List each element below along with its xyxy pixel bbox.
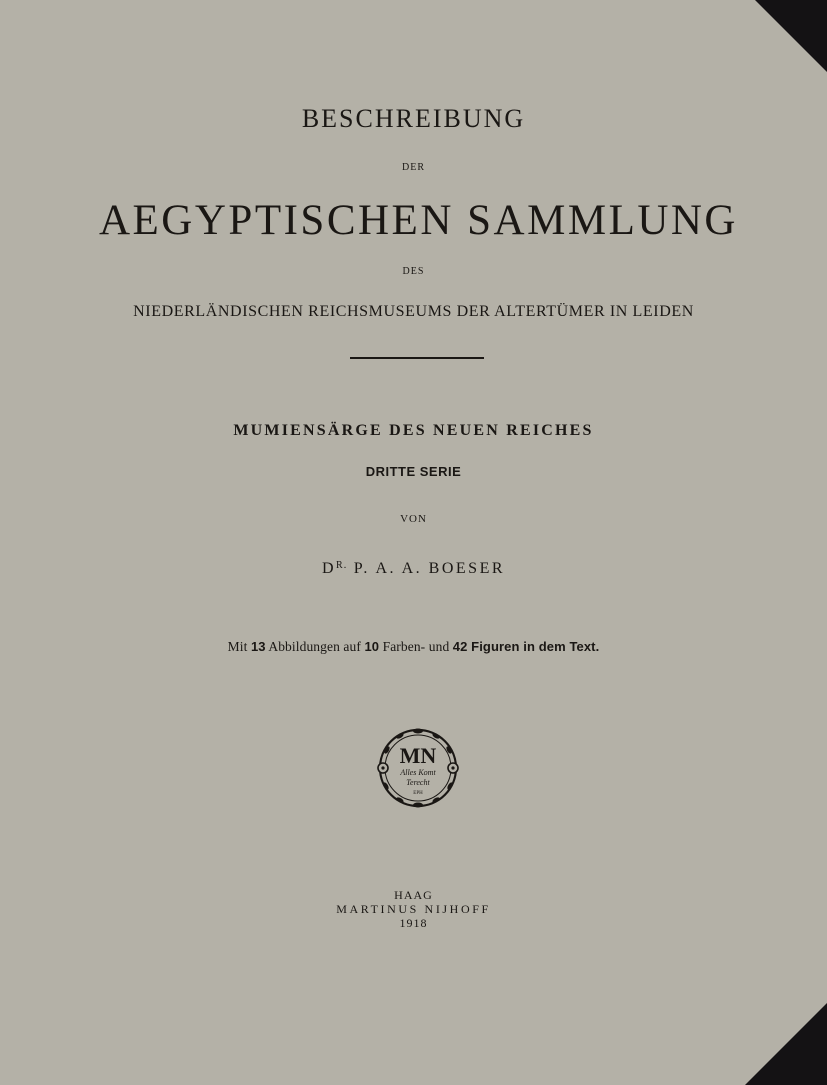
imprint-year: 1918 <box>399 916 428 930</box>
author-by: VON <box>400 513 427 525</box>
author-title: D <box>321 560 337 577</box>
note-count-42: 42 <box>452 639 468 654</box>
note-figuren: Figuren in dem Text. <box>467 639 600 654</box>
author-name <box>0 560 827 578</box>
main-title: AEGYPTISCHEN SAMMLUNG <box>98 197 738 244</box>
logo-motto-1: Alles Komt <box>400 768 436 777</box>
divider-rule <box>350 357 484 359</box>
author-title-superscript: R. <box>336 560 348 571</box>
corner-tab-bottom-right <box>745 1003 827 1085</box>
imprint-publisher: MARTINUS NIJHOFF <box>336 902 491 916</box>
corner-tab-top-right <box>755 0 827 72</box>
title-connector-der: DER <box>402 162 425 173</box>
note-farben: Farben- und <box>379 639 453 654</box>
publisher-logo-icon <box>376 726 460 810</box>
author-name-text: P. A. A. BOESER <box>347 560 506 577</box>
imprint-city: HAAG <box>394 888 433 902</box>
logo-motto-2: Terecht <box>406 778 430 787</box>
logo-motto-3: EPH <box>413 791 423 796</box>
series-label: DRITTE SERIE <box>365 464 462 479</box>
note-abbildungen: Abbildungen auf <box>265 639 365 654</box>
title-line-1: BESCHREIBUNG <box>301 104 526 133</box>
note-count-10: 10 <box>364 639 380 654</box>
logo-initials: MN <box>399 743 437 768</box>
title-connector-des: DES <box>402 266 425 277</box>
note-count-13: 13 <box>250 639 266 654</box>
title-line-3: NIEDERLÄNDISCHEN REICHSMUSEUMS DER ALTERTÜMER IN LEIDEN <box>133 303 694 320</box>
subtitle: MUMIENSÄRGE DES NEUEN REICHES <box>233 422 594 439</box>
note-mit: Mit <box>227 639 251 654</box>
illustration-note <box>0 639 827 655</box>
